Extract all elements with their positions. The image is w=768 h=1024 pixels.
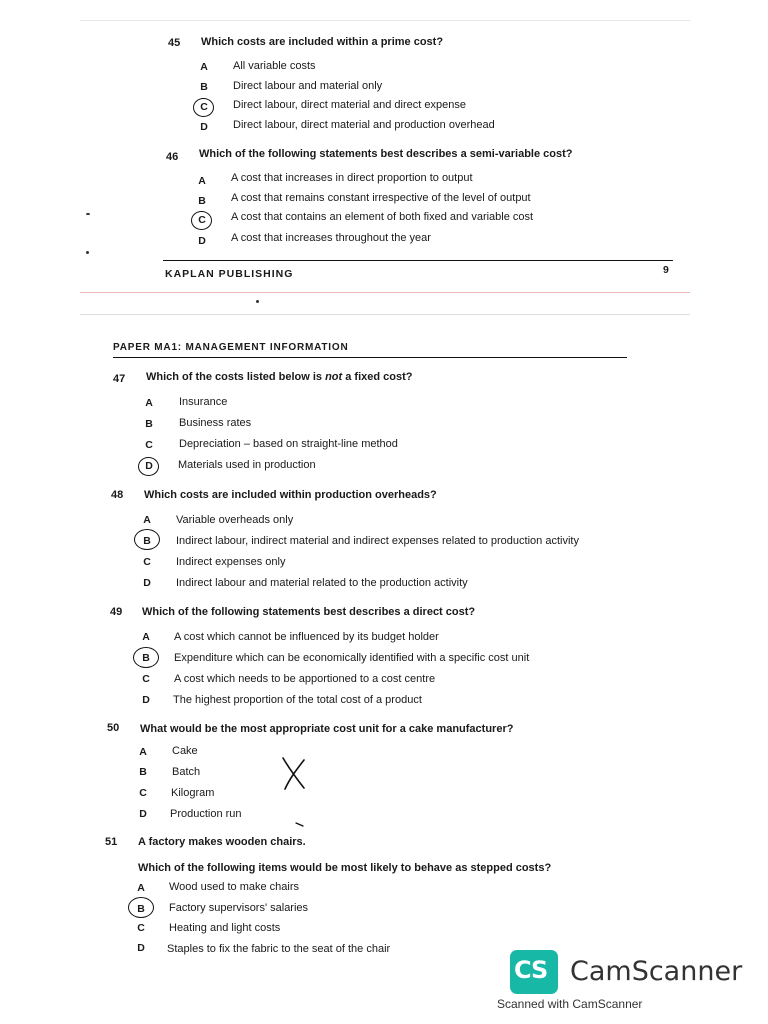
question-number: 46 <box>166 151 179 163</box>
option-text: A cost that remains constant irrespective of the level of output <box>231 192 531 204</box>
answer-circle <box>134 529 160 550</box>
paper-header: PAPER MA1: MANAGEMENT INFORMATION <box>113 342 349 353</box>
option-letter: B <box>198 195 206 207</box>
option-letter: D <box>200 121 208 133</box>
option-letter: D <box>143 577 151 589</box>
option-text: A cost that contains an element of both fixed and variable cost <box>231 211 534 223</box>
option-text: Staples to fix the fabric to the seat of the chair <box>167 943 391 955</box>
question-number: 51 <box>105 836 118 848</box>
option-letter: C <box>139 787 147 799</box>
option-text: A cost which cannot be influenced by its budget holder <box>174 631 439 643</box>
question-text: Which of the following statements best describes a direct cost? <box>142 606 476 618</box>
option-letter: C <box>200 101 208 113</box>
option-text: Indirect labour and material related to the production activity <box>176 577 468 589</box>
option-letter: C <box>198 214 206 226</box>
answer-circle <box>193 98 214 117</box>
option-text: Factory supervisors' salaries <box>169 902 309 914</box>
page-edge-line <box>80 20 690 21</box>
question-number: 49 <box>110 606 123 618</box>
option-letter: D <box>139 808 147 820</box>
question-text: Which costs are included within a prime cost? <box>201 36 444 48</box>
camscanner-logo <box>510 950 558 994</box>
option-text: Expenditure which can be economically identified with a specific cost unit <box>174 652 530 664</box>
option-letter: D <box>142 694 150 706</box>
question-text: Which costs are included within production overheads? <box>144 489 437 501</box>
page-break-line <box>80 292 690 293</box>
question-text: Which of the following statements best describes a semi-variable cost? <box>199 148 573 160</box>
option-letter: C <box>137 922 145 934</box>
option-letter: C <box>145 439 153 451</box>
publisher-footer: KAPLAN PUBLISHING <box>165 268 294 280</box>
option-text: The highest proportion of the total cost of a product <box>173 694 422 706</box>
option-text: Depreciation – based on straight-line method <box>179 438 398 450</box>
option-text: Direct labour, direct material and direct expense <box>233 99 466 111</box>
option-letter: B <box>145 418 153 430</box>
option-letter: A <box>198 175 206 187</box>
option-letter: B <box>143 535 151 547</box>
option-letter: D <box>145 460 153 472</box>
answer-circle <box>191 211 212 230</box>
option-text: Heating and light costs <box>169 922 281 934</box>
answer-circle <box>128 897 154 918</box>
page-break-line <box>80 314 690 315</box>
footer-rule <box>163 260 673 261</box>
option-letter: B <box>142 652 150 664</box>
option-text: Direct labour, direct material and production overhead <box>233 119 495 131</box>
option-text: A cost that increases in direct proportion to output <box>231 172 473 184</box>
option-text: Indirect labour, indirect material and indirect expenses related to production activity <box>176 535 579 547</box>
option-letter: A <box>143 514 151 526</box>
question-text-part: a fixed cost? <box>342 371 413 383</box>
option-letter: B <box>137 903 145 915</box>
option-letter: D <box>137 942 145 954</box>
option-text: All variable costs <box>233 60 316 72</box>
handwritten-x-mark <box>280 756 308 792</box>
header-rule <box>113 357 627 358</box>
option-text: Batch <box>172 766 201 778</box>
option-text: Production run <box>170 808 242 820</box>
option-letter: A <box>200 61 208 73</box>
scan-speck <box>256 300 259 303</box>
option-text: Cake <box>172 745 198 757</box>
option-letter: B <box>200 81 208 93</box>
option-text: Materials used in production <box>178 459 316 471</box>
option-text: Kilogram <box>171 787 215 799</box>
scan-speck <box>86 213 90 215</box>
option-text: Business rates <box>179 417 252 429</box>
scan-speck <box>86 251 89 254</box>
question-number: 47 <box>113 373 126 385</box>
answer-circle <box>133 647 159 668</box>
option-text: Wood used to make chairs <box>169 881 300 893</box>
option-text: A cost which needs to be apportioned to a cost centre <box>174 673 436 685</box>
camscanner-logo-text: CS <box>514 956 548 984</box>
option-text: Insurance <box>179 396 228 408</box>
question-text-emphasis: not <box>325 371 343 383</box>
question-number: 45 <box>168 37 181 49</box>
option-text: A cost that increases throughout the year <box>231 232 431 244</box>
option-letter: C <box>142 673 150 685</box>
question-subtext: Which of the following items would be most likely to behave as stepped costs? <box>138 862 552 874</box>
option-letter: C <box>143 556 151 568</box>
question-text <box>146 371 412 383</box>
option-letter: A <box>145 397 153 409</box>
question-number: 50 <box>107 722 120 734</box>
option-letter: A <box>137 882 145 894</box>
page-number: 9 <box>663 264 670 276</box>
option-text: Indirect expenses only <box>176 556 286 568</box>
option-letter: A <box>142 631 150 643</box>
pen-mark <box>295 822 305 828</box>
question-text: What would be the most appropriate cost unit for a cake manufacturer? <box>140 723 514 735</box>
option-text: Direct labour and material only <box>233 80 383 92</box>
option-letter: D <box>198 235 206 247</box>
question-text-part: Which of the costs listed below is <box>146 371 326 383</box>
question-text: A factory makes wooden chairs. <box>138 836 306 848</box>
question-number: 48 <box>111 489 124 501</box>
camscanner-subtitle: Scanned with CamScanner <box>497 997 643 1011</box>
option-letter: B <box>139 766 147 778</box>
option-text: Variable overheads only <box>176 514 294 526</box>
camscanner-name: CamScanner <box>570 956 743 987</box>
answer-circle <box>138 457 159 476</box>
option-letter: A <box>139 746 147 758</box>
